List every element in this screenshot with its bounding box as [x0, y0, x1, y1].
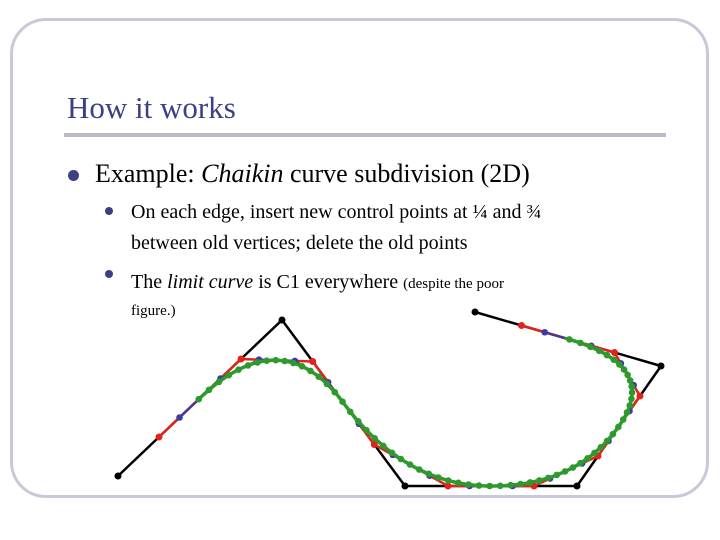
- limit-curve-point: [435, 474, 442, 481]
- sub-bullet-limit-note-cont: figure.): [131, 303, 176, 319]
- limit-curve-point: [553, 472, 560, 479]
- limit-curve-point: [621, 366, 628, 373]
- limit-curve-point: [626, 402, 633, 409]
- sub-bullet-limit-emph: limit curve: [167, 271, 254, 293]
- bullet-example-suffix: curve subdivision (2D): [283, 159, 530, 188]
- level-2-point: [176, 414, 183, 421]
- limit-curve-point: [371, 435, 378, 442]
- limit-curve-point: [584, 455, 591, 462]
- limit-curve-point: [389, 449, 396, 456]
- sub-bullet-limit-suffix: is C1 everywhere: [253, 271, 404, 293]
- limit-curve-point: [455, 480, 462, 487]
- limit-curve-point: [507, 482, 514, 489]
- control-vertex: [574, 483, 581, 490]
- level-1-point: [309, 358, 316, 365]
- limit-curve-point: [465, 481, 472, 488]
- limit-curve-point: [263, 357, 270, 364]
- limit-curve-point: [591, 450, 598, 457]
- limit-curve-point: [355, 418, 362, 425]
- control-vertex: [115, 473, 122, 480]
- limit-curve-point: [324, 380, 331, 387]
- limit-curve-point: [620, 416, 627, 423]
- limit-curve-point: [226, 372, 233, 379]
- control-vertex: [658, 363, 665, 370]
- level-2-point: [541, 329, 548, 336]
- limit-curve-point: [628, 396, 635, 403]
- limit-curve-point: [598, 444, 605, 451]
- limit-curve-point: [604, 438, 611, 445]
- limit-curve-point: [281, 358, 288, 365]
- limit-curve-point: [416, 466, 423, 473]
- limit-curve-point: [604, 352, 611, 359]
- limit-curve-point: [610, 431, 617, 438]
- limit-curve-point: [445, 477, 452, 484]
- limit-curve-point: [425, 471, 432, 478]
- limit-curve-point: [577, 460, 584, 467]
- limit-curve-point: [545, 475, 552, 482]
- limit-curve-point: [517, 481, 524, 488]
- subdivision-level-2: [176, 329, 637, 489]
- limit-curve-point: [347, 409, 354, 416]
- limit-curve-point: [624, 409, 631, 416]
- limit-curve-point: [629, 389, 636, 396]
- limit-curve-point: [235, 366, 242, 373]
- limit-curve-point: [315, 373, 322, 380]
- limit-curve-point: [380, 443, 387, 450]
- limit-curve-point: [536, 477, 543, 484]
- limit-curve-point: [610, 356, 617, 363]
- control-vertex: [472, 309, 479, 316]
- limit-curve-point: [299, 363, 306, 370]
- sub-bullet-line: On each edge, insert new control points at ¼ and ¾: [131, 201, 542, 223]
- limit-curve-point: [587, 343, 594, 350]
- limit-curve-point: [486, 483, 493, 490]
- limit-curve-point: [615, 424, 622, 431]
- limit-curve-point: [206, 387, 213, 394]
- limit-curve-point: [290, 360, 297, 367]
- limit-curve-point: [562, 468, 569, 475]
- control-vertex: [279, 317, 286, 324]
- limit-curve-point: [527, 479, 534, 486]
- level-1-point: [156, 434, 163, 441]
- limit-curve-point: [407, 461, 414, 468]
- bullet-example-emph: Chaikin: [201, 159, 284, 188]
- limit-curve-point: [195, 396, 202, 403]
- limit-curve-point: [398, 456, 405, 463]
- subdivision-level-1: [156, 322, 644, 490]
- slide-title: How it works: [67, 90, 236, 125]
- sub-bullet-line: between old vertices; delete the old points: [131, 232, 468, 254]
- bullet-example-prefix: Example:: [95, 159, 202, 188]
- level-1-point: [637, 393, 644, 400]
- sub-bullet-limit-note: (despite the poor: [403, 276, 504, 292]
- limit-curve-point: [331, 389, 338, 396]
- limit-curve-point: [577, 340, 584, 347]
- level-1-point: [238, 356, 245, 363]
- limit-curve-point: [339, 398, 346, 405]
- level-1-point: [611, 349, 618, 356]
- limit-curve-point: [272, 357, 279, 364]
- limit-curve-point: [616, 361, 623, 368]
- level-1-point: [518, 322, 525, 329]
- limit-curve-point: [596, 348, 603, 355]
- limit-curve-point: [216, 379, 223, 386]
- limit-curve-point: [307, 368, 314, 375]
- limit-curve-point: [570, 464, 577, 471]
- sub-bullet-limit-prefix: The: [131, 271, 168, 293]
- limit-curve-point: [476, 482, 483, 489]
- limit-curve-point: [628, 383, 635, 390]
- limit-curve-point: [363, 427, 370, 434]
- limit-curve-point: [254, 359, 261, 366]
- limit-curve-point: [245, 362, 252, 369]
- control-vertex: [402, 483, 409, 490]
- limit-curve-point: [566, 336, 573, 343]
- limit-curve-point: [497, 483, 504, 490]
